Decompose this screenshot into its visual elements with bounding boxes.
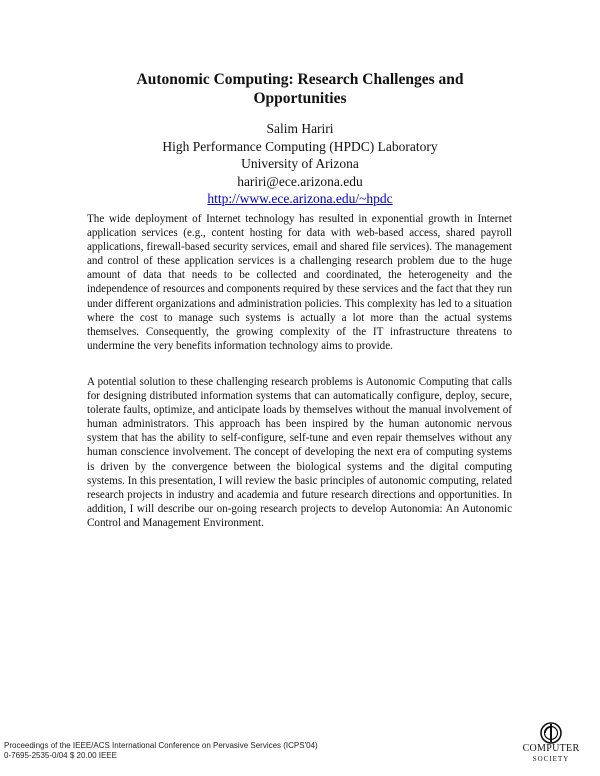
lab-url-link[interactable]: http://www.ece.arizona.edu/~hpdc bbox=[207, 191, 393, 206]
computer-society-emblem-icon bbox=[540, 722, 562, 744]
title-line-2: Opportunities bbox=[253, 90, 347, 107]
logo-text-society: SOCIETY bbox=[532, 755, 570, 763]
author-university: University of Arizona bbox=[241, 156, 359, 171]
author-lab: High Performance Computing (HPDC) Laboratory bbox=[162, 138, 438, 154]
author-name: Salim Hariri bbox=[266, 121, 334, 136]
author-block bbox=[60, 120, 540, 208]
footer-proceedings-line: Proceedings of the IEEE/ACS International Conference on Pervasive Services (ICPS'04) bbox=[4, 741, 318, 750]
footer-isbn-line: 0-7695-2535-0/04 $ 20.00 IEEE bbox=[4, 751, 117, 760]
title-line-1: Autonomic Computing: Research Challenges and bbox=[136, 71, 464, 88]
computer-society-logo bbox=[516, 722, 586, 768]
abstract-paragraph-1: The wide deployment of Internet technology has resulted in exponential growth in Internet application services (e.g., content hosting for data with web-based access, shared payroll applications, firewall-based security services, email and shared file services). The management and control of these application services is a challenging research problem due to the huge amount of data that needs to be collected and coordinated, the heterogeneity and the independence of resources and components required by these services and the fact that they run under different organizations and administration policies. This complexity has led to a situation where the cost to manage such systems is actually a lot more than the actual systems themselves. Consequently, the growing complexity of the IT infrastructure threatens to undermine the very benefits information technology aims to provide. bbox=[87, 213, 512, 352]
proceedings-footer bbox=[4, 741, 318, 761]
paper-title bbox=[60, 70, 540, 108]
author-email: hariri@ece.arizona.edu bbox=[237, 173, 363, 189]
logo-text-computer: COMPUTER bbox=[522, 743, 580, 754]
abstract-paragraph-2: A potential solution to these challenging research problems is Autonomic Computing that calls for designing distributed information systems that can automatically configure, deploy, secure, tolerate faults, optimize, and anticipate loads by themselves without the manual involvement of human administrators. This approach has been inspired by the human autonomic nervous system that has the ability to self-configure, self-tune and even repair themselves without any human conscience involvement. The concept of developing the next era of computing systems is driven by the convergence between the biological systems and the digital computing systems. In this presentation, I will review the basic principles of autonomic computing, related research projects in industry and academia and future research directions and opportunities. In addition, I will describe our on-going research projects to develop Autonomia: An Autonomic Control and Management Environment. bbox=[87, 376, 512, 529]
